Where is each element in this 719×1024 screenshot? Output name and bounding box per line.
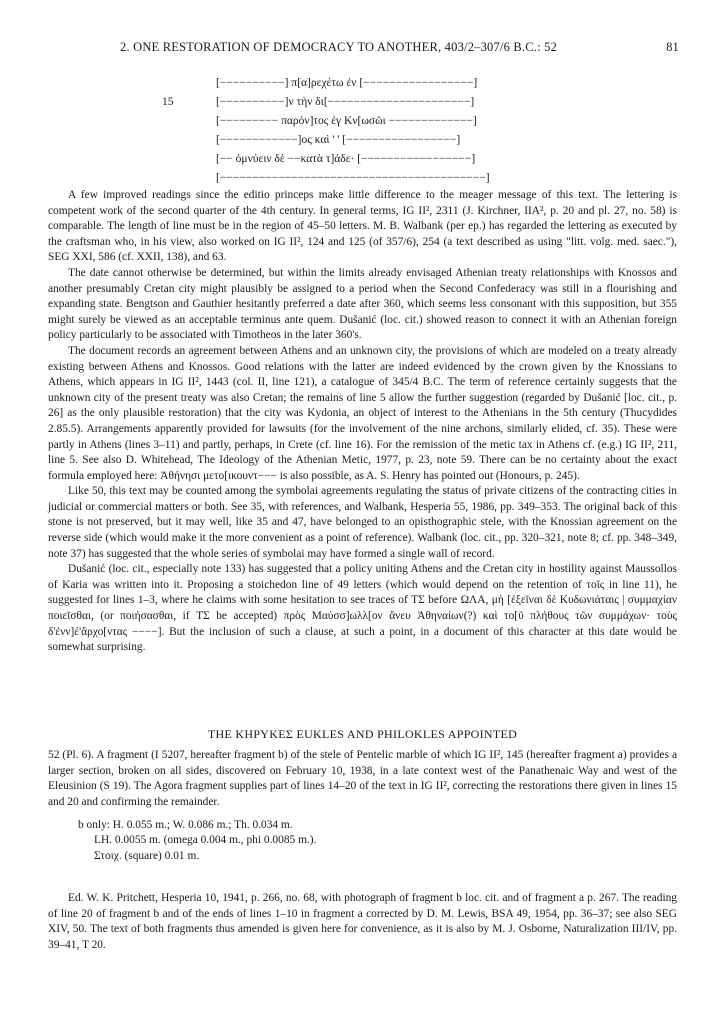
bibliography: [48, 891, 677, 953]
entry-paragraph: 52 (Pl. 6). A fragment (I 5207, hereafter fragment b) of the stele of Pentelic marble of which IG II², 145 (hereafter fragment a) provides a larger section, broken on all sides, discovered on February 10, 1938, in a late context west of the Panathenaic Way and west of the Eleusinion (S 19). The Agora fragment supplies part of lines 14–20 of the text in IG II², correcting the restorations there given in lines 15 and 20 and confirming the remainder.: [48, 749, 677, 808]
line-number: 15: [162, 96, 174, 108]
inscription-line-text: [−−−−−−−−−−]ν τὴν δι[−−−−−−−−−−−−−−−−−−−−−−]: [216, 96, 475, 108]
inscription-line-text: [−−−−−−−−−−−−]ος καὶ ' ' [−−−−−−−−−−−−−−−−−]: [216, 134, 461, 146]
paragraph: Like 50, this text may be counted among the symbolai agreements regulating the status of private citizens of the contracting cities in judicial or commercial matters or both. See 35, with references, and Walbank, Hesperia 55, 1986, pp. 349–353. The original back of this stone is not preserved, but it may well, like 35 and 47, have belonged to an opisthographic stele, with the Knossian agreement on the reverse side (which would make it the more convenient as a point of reference). Walbank (loc. cit., pp. 320–321, note 8; cf. pp. 348–349, note 37) has suggested that the whole series of symbolai may have formed a single wall of record.: [48, 485, 677, 560]
inscription-line-text: [−−−−−−−−−−] π[α]ρεχέτω ἐν [−−−−−−−−−−−−−−−−−]: [216, 77, 478, 89]
inscription-line-text: [−−−−−−−−−−−−−−−−−−−−−−−−−−−−−−−−−−−−−−−−−]: [216, 172, 490, 184]
paragraph: Dušanić (loc. cit., especially note 133) has suggested that a policy uniting Athens and the Cretan city in hostility against Maussollos of Karia was written into it. Proposing a stoichedon line of 49 letters (which would depend on the retention of τοῖς in line 11), he suggested for lines 1–3, where he claims with some hesitation to see traces of ΤΣ before ΩΛΑ, μὴ [ἐξεῖναι δὲ Κυδωνιάταις | συμμαχίαν ποιεῖσθαι, (or ποιήσασθαι, if ΤΣ be accepted) πρὸς Μαύσσ]ωλλ[ον ἄνευ Ἀθηναίων(?) καὶ το[ῦ πλήθους τῶν συμμάχων· τοὺς δ'ἐνν]έ'ἄρχο[ντας −−−−]. But the inclusion of such a clause, at such a point, in a document of this character at this date would be somewhat surprising.: [48, 563, 677, 654]
bibliography-paragraph: Ed. W. K. Pritchett, Hesperia 10, 1941, p. 266, no. 68, with photograph of fragment b loc. cit. and of fragment a p. 267. The reading of line 20 of fragment b and of the ends of lines 1–10 in fragment a corrected by D. M. Lewis, BSA 49, 1954, pp. 36–37; see also SEG XIV, 50. The text of both fragments thus amended is given here for convenience, as it is also by M. J. Osborne, Naturalization III/IV, pp. 39–41, T 20.: [48, 892, 677, 951]
paragraph: The document records an agreement between Athens and an unknown city, the provisions of which are modeled on a treaty already existing between Athens and Knossos. Good relations with the latter are indeed evidenced by the crown given by the Knossians to Athens, which appears in IG II², 1443 (col. II, line 121), a catalogue of 345/4 B.C. The term of reference certainly suggests that the unknown city of the present treaty was also Cretan; the remains of line 5 allow the further suggestion (regarded by Dušanić [loc. cit., p. 26] as the only plausible restoration) that the city was Kydonia, an object of interest to the Athenians in the 5th century (Thucydides 2.85.5). Arrangements apparently provided for lawsuits (for the involvement of the nine archons, similarly elided, cf. 35). These were partly in Athens (lines 3–11) and partly, perhaps, in Crete (cf. line 16). For the remission of the metic tax in Athens cf. (e.g.) IG II², 211, line 5. See also D. Whitehead, The Ideology of the Athenian Metic, 1977, p. 23, note 59. There can be no certainty about the exact formula employed here: Ἀθήνησι μετο[ικουντ−−− is also possible, as A. S. Henry has pointed out (Honours, p. 245).: [48, 344, 677, 482]
section-heading: THE ΚΗΡΥΚΕΣ EUKLES AND PHILOKLES APPOINTED: [207, 727, 518, 741]
dimension-line: b only: H. 0.055 m.; W. 0.086 m.; Th. 0.034 m.: [78, 819, 293, 831]
inscription-line: [130, 112, 550, 131]
dimension-line: Στοιχ. (square) 0.01 m.: [94, 849, 200, 862]
page-number: 81: [666, 40, 679, 54]
inscription-line: [130, 150, 550, 169]
catalogue-entry: [48, 748, 677, 810]
inscription-text: [130, 74, 550, 188]
running-head-title: 2. ONE RESTORATION OF DEMOCRACY TO ANOTHER, 403/2–307/6 B.C.: 52: [120, 40, 558, 54]
paragraph: A few improved readings since the editio princeps make little difference to the meager message of this text. The lettering is competent work of the second quarter of the 4th century. In general terms, IG II², 2311 (J. Kirchner, IIA², p. 20 and pl. 27, no. 58) is comparable. The length of line must be in the region of 45–50 letters. M. B. Walbank (per ep.) has regarded the lettering as executed by the craftsman who, in his view, also worked on IG II², 124 and 125 (of 357/6), 254 (a text described as using "litt. volg. med. saec."), SEG XXI, 586 (cf. XXII, 138), and 63.: [48, 189, 677, 264]
inscription-line: [130, 74, 550, 93]
inscription-line: [130, 169, 550, 188]
inscription-line: [130, 131, 550, 150]
dimension-line: LH. 0.0055 m. (omega 0.004 m., phi 0.0085 m.).: [94, 834, 317, 847]
paragraph: The date cannot otherwise be determined, but within the limits already envisaged Athenian treaty relationships with Knossos and another presumably Cretan city might plausibly be assigned to a period when the Second Confederacy was still in a flourishing and expanding state. Bengtson and Gauthier hesitantly preferred a date after 360, which seems less consonant with this supposition, but 355 might surely be viewed as an acceptable terminus ante quem. Dušanić (loc. cit.) showed reason to connect it with an Athenian foreign policy particularly to be associated with Timotheos in the later 360's.: [48, 266, 677, 342]
inscription-line: [130, 93, 550, 112]
inscription-line-text: [−−−−−−−−− παρόν]τος ἐγ Κν[ωσῶι −−−−−−−−−−−−−]: [216, 115, 477, 127]
inscription-line-text: [−− ὀμνύειν δὲ −−κατὰ τ]άδε· [−−−−−−−−−−−−−−−−−]: [216, 153, 476, 165]
dimensions: [78, 818, 638, 864]
commentary: [48, 188, 677, 656]
